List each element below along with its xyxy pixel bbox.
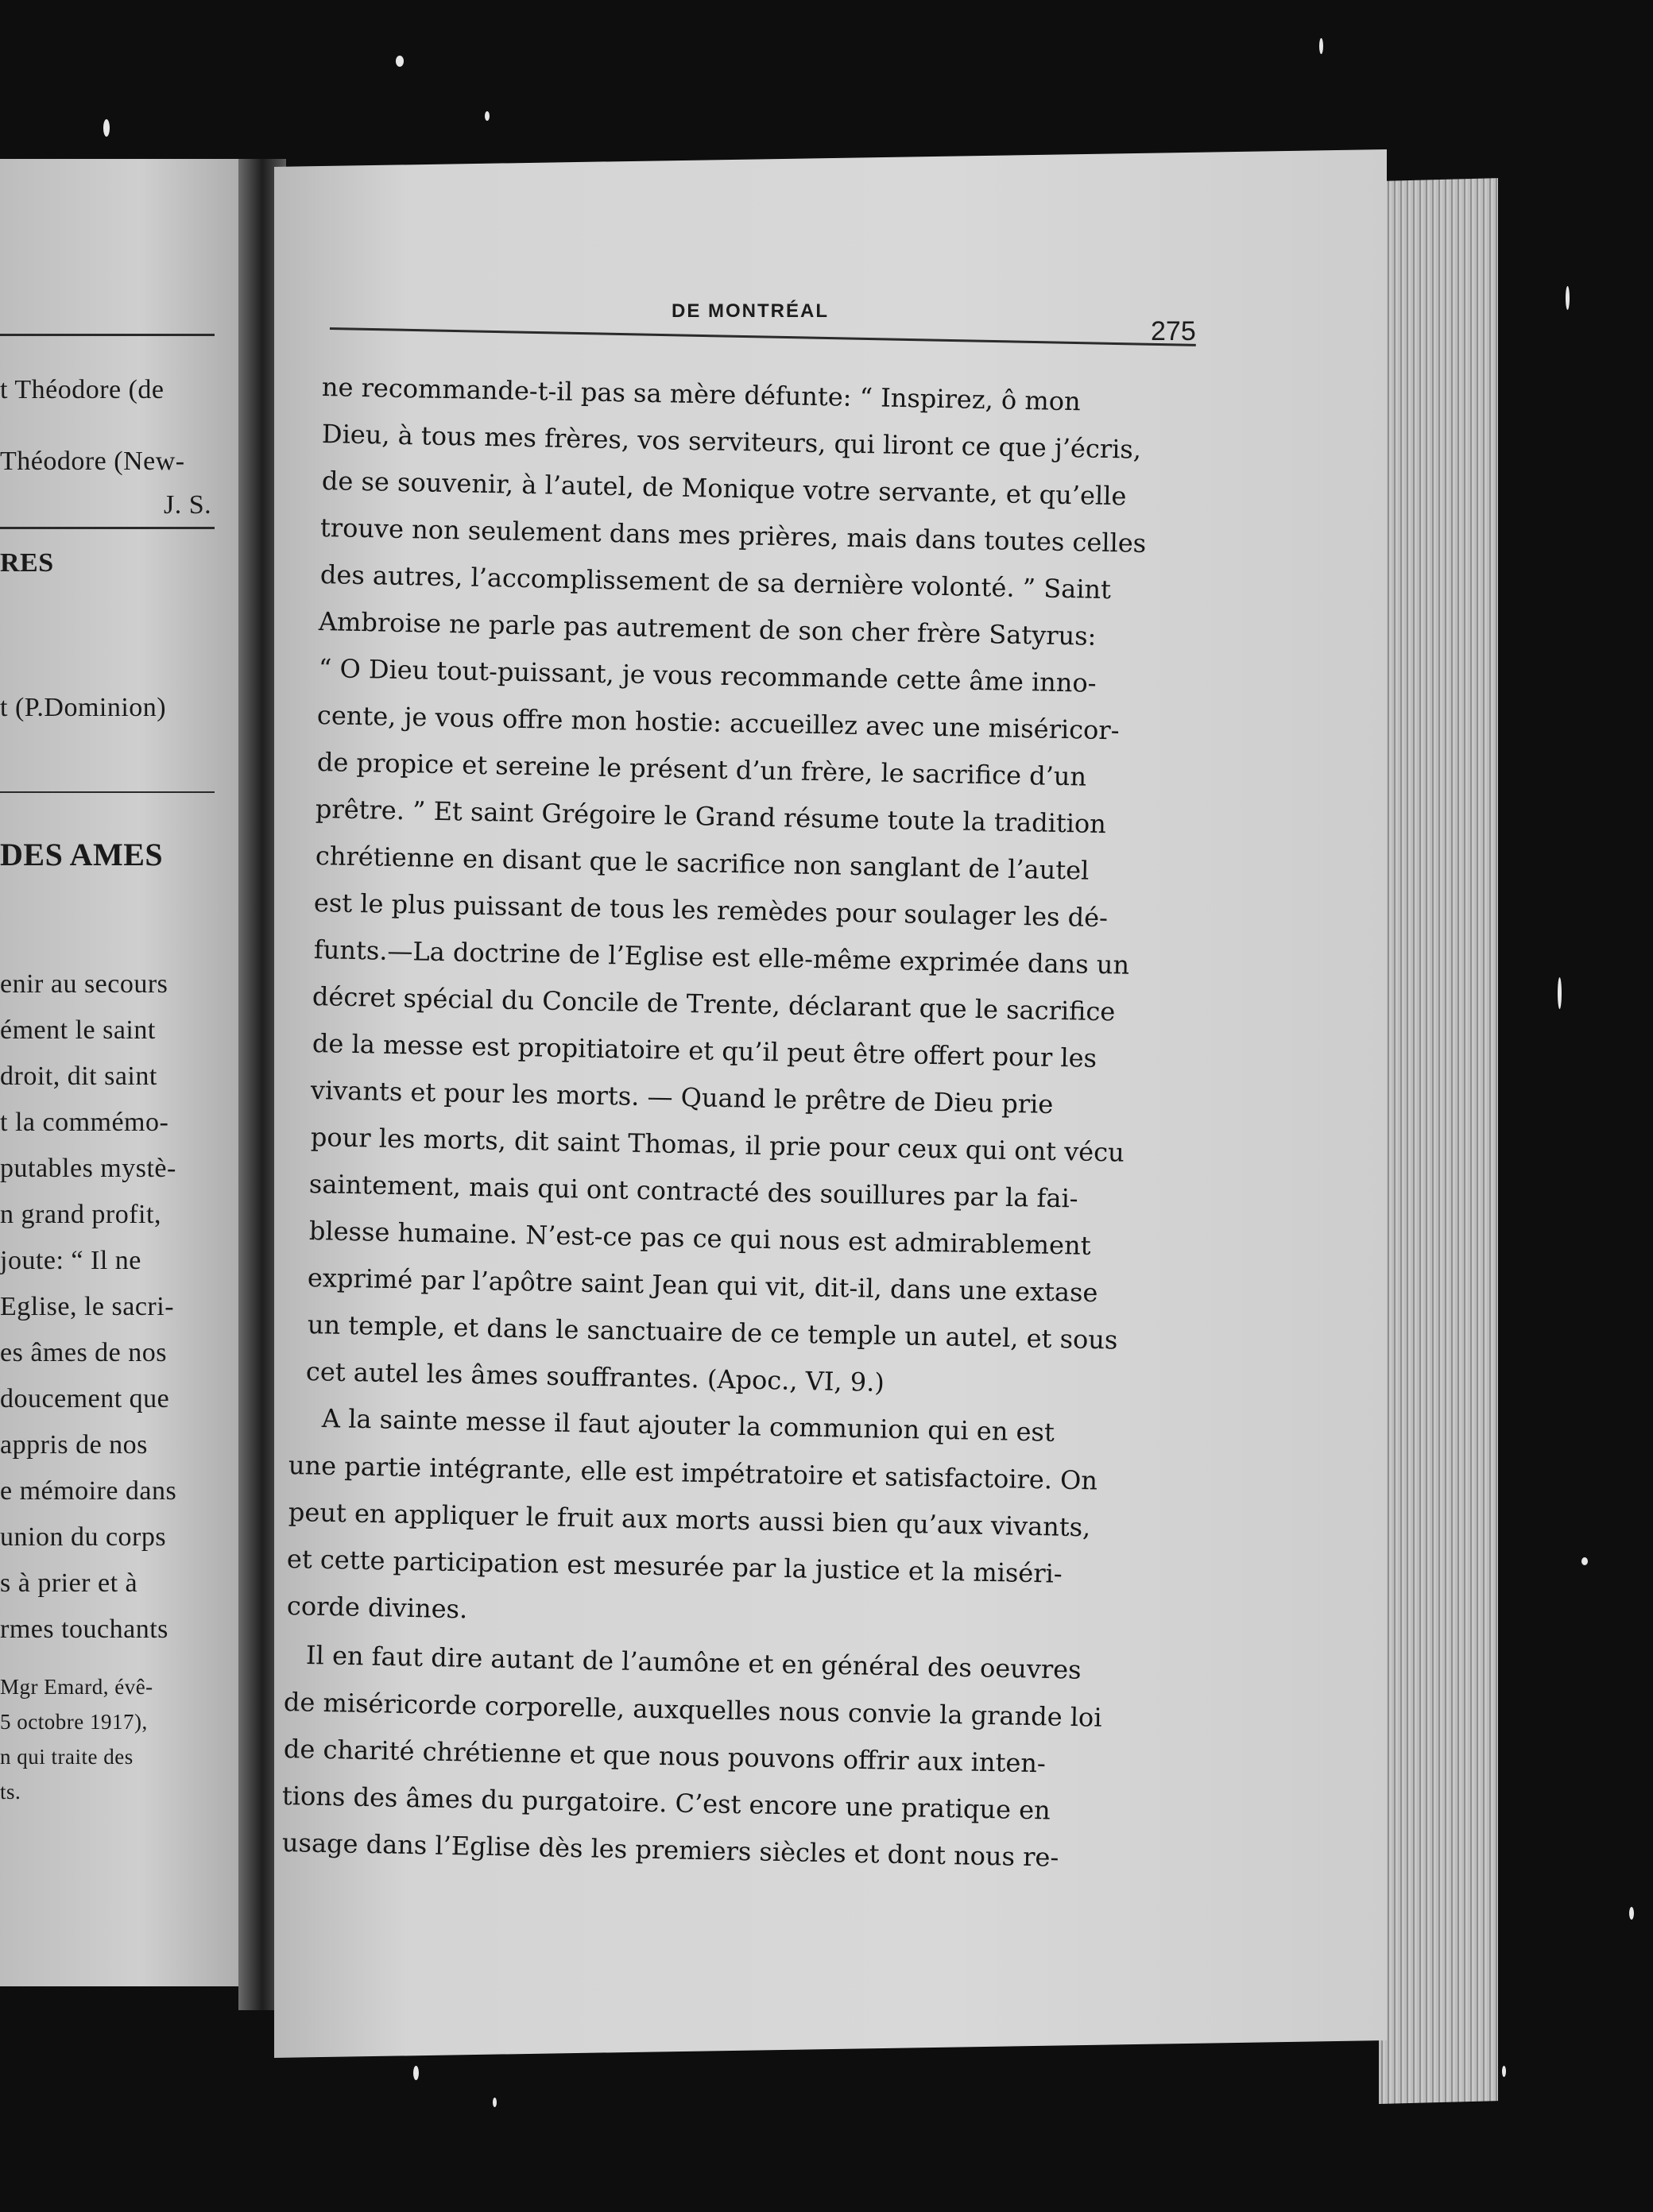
body-line: Dieu, à tous mes frères, vos serviteurs, qui liront ce que j’écris, xyxy=(321,419,1142,465)
left-footnote-line: Mgr Emard, évê- xyxy=(0,1675,153,1699)
body-line: A la sainte messe il faut ajouter la communion qui en est xyxy=(321,1403,1055,1448)
left-page-rule xyxy=(0,791,215,793)
left-page-rule xyxy=(0,527,215,529)
body-line: corde divines. xyxy=(286,1591,468,1625)
body-line: un temple, et dans le sanctuaire de ce temple un autel, et sous xyxy=(307,1309,1118,1355)
body-line: tions des âmes du purgatoire. C’est encore une pratique en xyxy=(281,1781,1051,1826)
left-line: J. S. xyxy=(164,490,212,520)
left-line: rmes touchants xyxy=(0,1615,168,1644)
body-line: cente, je vous offre mon hostie: accueillez avec une miséricor- xyxy=(316,700,1120,746)
left-line: joute: “ Il ne xyxy=(0,1246,141,1275)
body-line: de charité chrétienne et que nous pouvons offrir aux inten- xyxy=(283,1734,1047,1779)
body-line: “ O Dieu tout-puissant, je vous recommande cette âme inno- xyxy=(318,653,1097,698)
left-line: RES xyxy=(0,548,54,578)
left-line: Eglise, le sacri- xyxy=(0,1292,175,1321)
left-line: Théodore (New- xyxy=(0,447,185,476)
body-line: chrétienne en disant que le sacrifice non sanglant de l’autel xyxy=(315,841,1090,886)
running-head: DE MONTRÉAL xyxy=(672,300,829,322)
left-line: t Théodore (de xyxy=(0,375,165,404)
body-line: de la messe est propitiatoire et qu’il peut être offert pour les xyxy=(312,1028,1097,1073)
left-line: ément le saint xyxy=(0,1015,156,1045)
left-footnote-line: n qui traite des xyxy=(0,1745,134,1769)
body-line: trouve non seulement dans mes prières, mais dans toutes celles xyxy=(319,512,1147,559)
body-line: usage dans l’Eglise dès les premiers siècles et dont nous re- xyxy=(281,1827,1059,1873)
page-number: 275 xyxy=(1151,316,1196,346)
body-line: de se souvenir, à l’autel, de Monique votre servante, et qu’elle xyxy=(321,466,1127,512)
left-line: doucement que xyxy=(0,1384,170,1413)
left-page xyxy=(0,159,254,1986)
left-line: es âmes de nos xyxy=(0,1338,168,1367)
body-line: exprimé par l’apôtre saint Jean qui vit, dit-il, dans une extase xyxy=(307,1263,1098,1309)
body-line: décret spécial du Concile de Trente, déclarant que le sacrifice xyxy=(312,981,1116,1027)
page-edges xyxy=(1379,178,1498,2104)
left-heading: DES AMES xyxy=(0,837,164,872)
left-footnote-line: ts. xyxy=(0,1780,21,1804)
left-line: t (P.Dominion) xyxy=(0,693,167,722)
body-line: pour les morts, dit saint Thomas, il prie pour ceux qui ont vécu xyxy=(310,1122,1125,1168)
left-line: e mémoire dans xyxy=(0,1476,177,1506)
body-line: blesse humaine. N’est-ce pas ce qui nous est admirablement xyxy=(308,1216,1091,1261)
left-page-rule xyxy=(0,334,215,336)
body-line: et cette participation est mesurée par la justice et la miséri- xyxy=(286,1544,1063,1589)
body-line: est le plus puissant de tous les remèdes pour soulager les dé- xyxy=(313,888,1109,934)
left-line: t la commémo- xyxy=(0,1108,169,1137)
left-line: appris de nos xyxy=(0,1430,148,1460)
body-line: Ambroise ne parle pas autrement de son cher frère Satyrus: xyxy=(318,606,1097,652)
body-line: cet autel les âmes souffrantes. (Apoc., VI, 9.) xyxy=(305,1356,885,1398)
body-line: ne recommande-t-il pas sa mère défunte: “ Inspirez, ô mon xyxy=(321,372,1082,417)
body-line: vivants et pour les morts. — Quand le prêtre de Dieu prie xyxy=(310,1075,1054,1120)
left-line: enir au secours xyxy=(0,969,168,999)
body-line: de propice et sereine le présent d’un frère, le sacrifice d’un xyxy=(316,747,1087,792)
body-line: de miséricorde corporelle, auxquelles nous convie la grande loi xyxy=(283,1687,1102,1733)
body-line: une partie intégrante, elle est impétratoire et satisfactoire. On xyxy=(288,1450,1098,1496)
left-line: droit, dit saint xyxy=(0,1062,157,1091)
body-line: prêtre. ” Et saint Grégoire le Grand résume toute la tradition xyxy=(315,794,1107,840)
left-line: union du corps xyxy=(0,1522,167,1552)
left-line: putables mystè- xyxy=(0,1154,176,1183)
left-line: n grand profit, xyxy=(0,1200,161,1229)
left-footnote-line: 5 octobre 1917), xyxy=(0,1710,148,1734)
left-line: s à prier et à xyxy=(0,1568,138,1598)
body-line: des autres, l’accomplissement de sa dernière volonté. ” Saint xyxy=(319,559,1112,605)
body-line: saintement, mais qui ont contracté des souillures par la fai- xyxy=(308,1169,1078,1214)
body-line: Il en faut dire autant de l’aumône et en général des oeuvres xyxy=(305,1640,1082,1685)
body-line: peut en appliquer le fruit aux morts aussi bien qu’aux vivants, xyxy=(288,1497,1091,1543)
body-line: funts.—La doctrine de l’Eglise est elle-même exprimée dans un xyxy=(313,934,1130,980)
